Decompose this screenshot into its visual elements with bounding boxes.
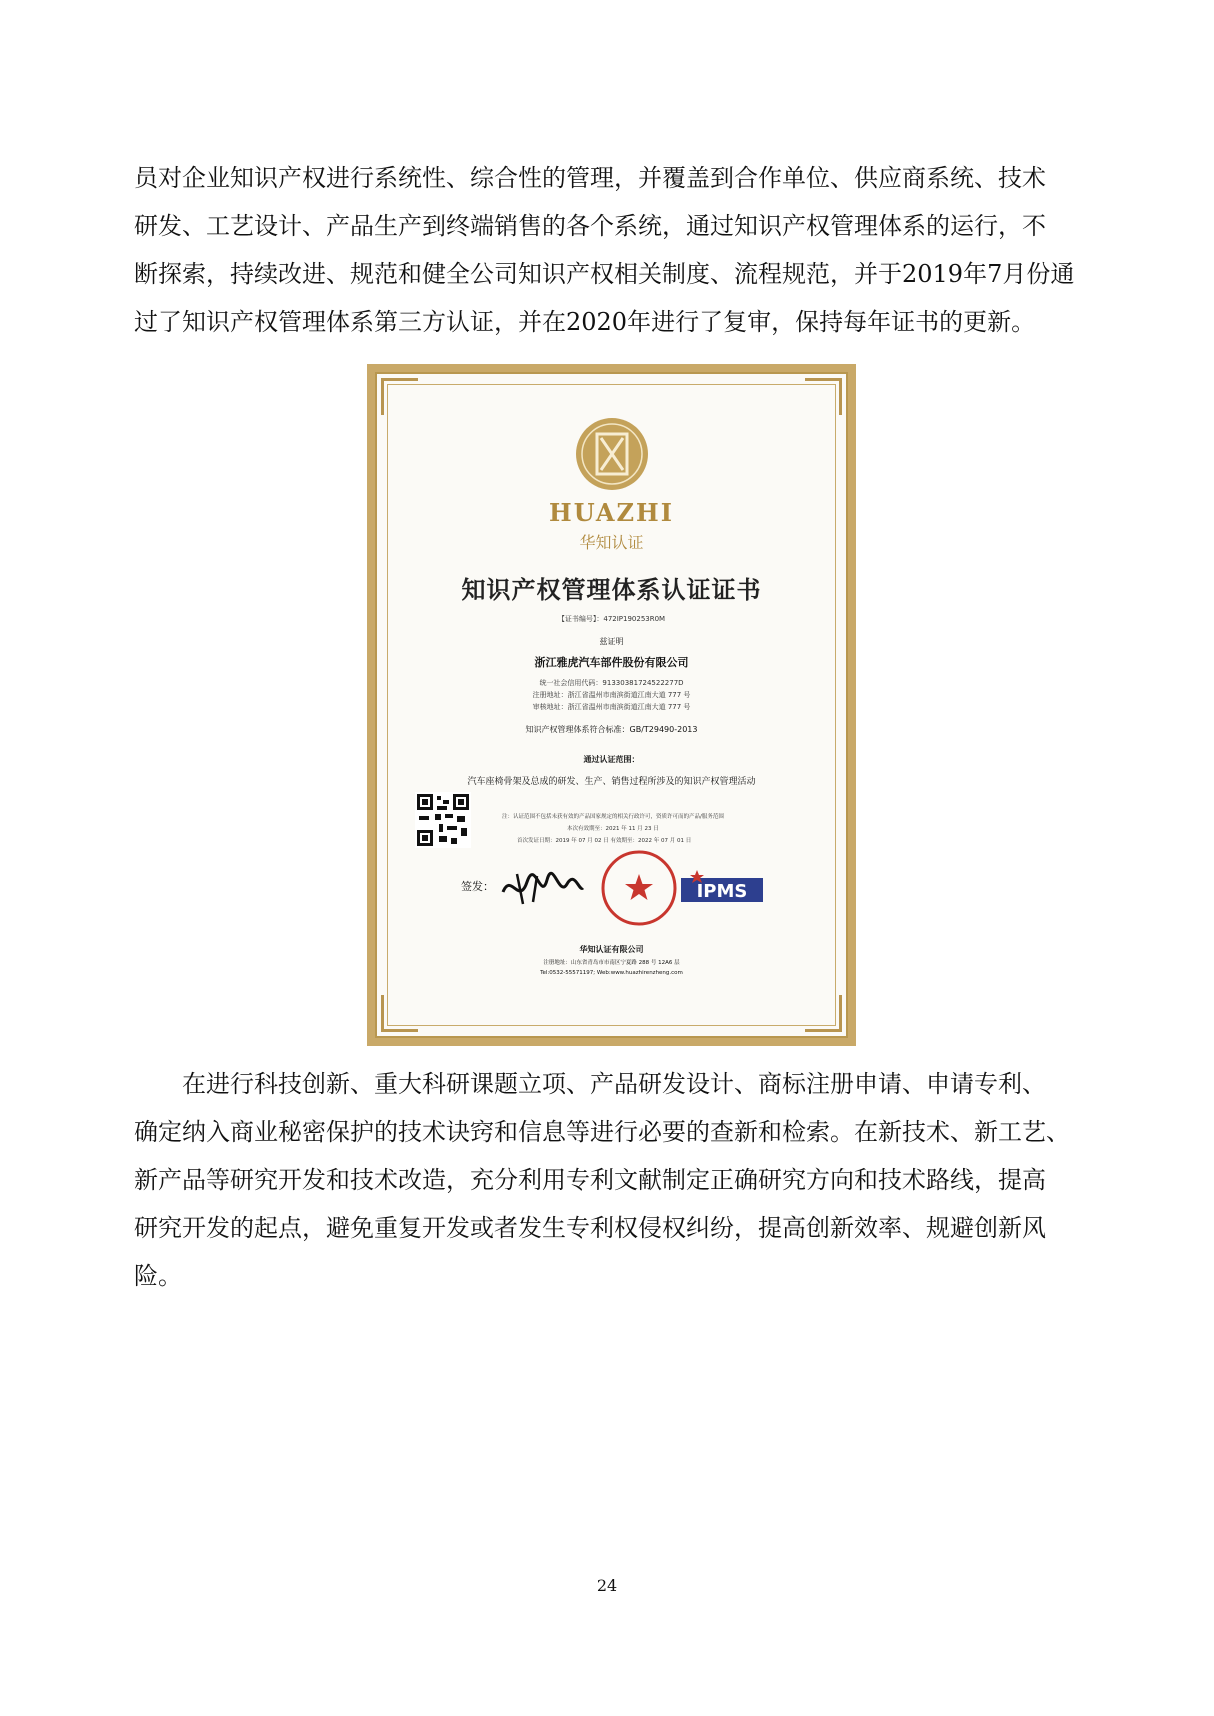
- corner-ornament: [381, 378, 418, 415]
- paragraph-bottom: [134, 1060, 1086, 1300]
- audit-address: 审核地址：浙江省温州市南滨街道江南大道 777 号: [532, 703, 691, 711]
- registered-address: 注册地址：浙江省温州市南滨街道江南大道 777 号: [532, 691, 691, 699]
- paragraph-top: [134, 154, 1086, 346]
- validity-note: 注：认证范围不包括未获有效的产品国家规定的相关行政许可，资质许可而的产品/服务范围: [502, 814, 724, 820]
- certificate-paper: [375, 372, 848, 1038]
- certify-text: 兹证明: [599, 637, 624, 646]
- corner-ornament: [381, 995, 418, 1032]
- qr-code-icon: [415, 792, 471, 848]
- certificate-number: 【证书编号】：472IP190253R0M: [557, 615, 666, 623]
- issuer-address: 注册地址：山东省青岛市市南区宁夏路 288 号 12A6 层: [543, 960, 680, 966]
- huazhi-logo-icon: [547, 414, 677, 500]
- text-line: 确定纳入商业秘密保护的技术诀窍和信息等进行必要的查新和检索。在新技术、新工艺、: [134, 1118, 1070, 1146]
- certificate-image: [367, 364, 856, 1046]
- issuer-contact: Tel:0532-55571197; Web:www.huazhirenzheng.com: [540, 970, 683, 976]
- text-line: 险。: [134, 1262, 182, 1290]
- standard-text: 知识产权管理体系符合标准：GB/T29490-2013: [525, 725, 698, 734]
- scope-label: 通过认证范围：: [583, 755, 640, 764]
- text-line: 断探索，持续改进、规范和健全公司知识产权相关制度、流程规范，并于2019年7月份通: [134, 260, 1075, 288]
- text-line: 研究开发的起点，避免重复开发或者发生专利权侵权纠纷，提高创新效率、规避创新风: [134, 1214, 1046, 1242]
- company-name: 浙江雅虎汽车部件股份有限公司: [534, 656, 689, 669]
- validity-date: 本次有效期至：2021 年 11 月 23 日: [567, 826, 659, 832]
- text-line: 过了知识产权管理体系第三方认证，并在2020年进行了复审，保持每年证书的更新。: [134, 308, 1036, 336]
- corner-ornament: [805, 378, 842, 415]
- ipms-logo-text: IPMS: [696, 881, 748, 902]
- company-seal-icon: [599, 848, 679, 928]
- text-line: 研发、工艺设计、产品生产到终端销售的各个系统，通过知识产权管理体系的运行，不: [134, 212, 1046, 240]
- certificate-title: 知识产权管理体系认证证书: [461, 575, 762, 604]
- issue-date: 首次发证日期：2019 年 07 月 02 日 有效期至：2022 年 07 月 01 日: [517, 838, 692, 844]
- signature-icon: [497, 862, 587, 912]
- text-line: 员对企业知识产权进行系统性、综合性的管理，并覆盖到合作单位、供应商系统、技术: [134, 164, 1046, 192]
- brand-name: HUAZHI: [549, 498, 674, 527]
- credit-code: 统一社会信用代码：91330381724522277D: [539, 679, 684, 687]
- text-line: 新产品等研究开发和技术改造，充分利用专利文献制定正确研究方向和技术路线，提高: [134, 1166, 1046, 1194]
- scope-text: 汽车座椅骨架及总成的研发、生产、销售过程所涉及的知识产权管理活动: [467, 777, 756, 787]
- brand-name-cn: 华知认证: [579, 533, 644, 552]
- ipms-logo-icon: [677, 864, 767, 914]
- text-line: 在进行科技创新、重大科研课题立项、产品研发设计、商标注册申请、申请专利、: [182, 1070, 1046, 1098]
- corner-ornament: [805, 995, 842, 1032]
- sign-label: 签发：: [461, 880, 494, 893]
- page-number: 24: [596, 1576, 618, 1595]
- issuer-name: 华知认证有限公司: [579, 945, 644, 954]
